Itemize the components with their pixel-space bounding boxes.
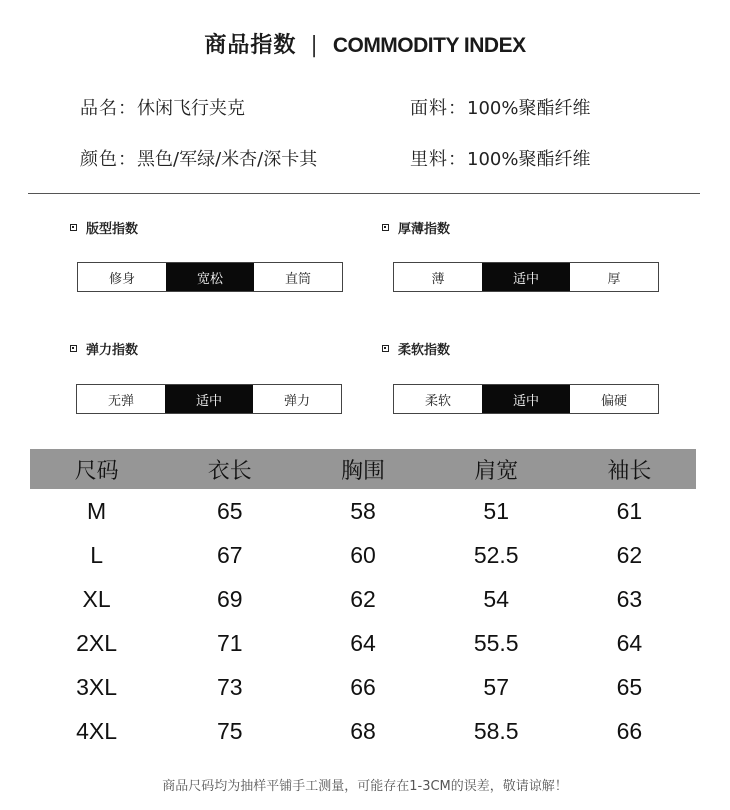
elasticity-option-medium: 适中 <box>165 385 253 413</box>
table-cell: 4XL <box>76 717 118 744</box>
thickness-index-title: 厚薄指数 <box>398 222 451 237</box>
fit-option-slim: 修身 <box>78 263 166 291</box>
table-cell: L <box>90 541 103 568</box>
table-cell: 66 <box>350 673 376 700</box>
table-cell: 69 <box>217 585 243 612</box>
table-cell: 62 <box>616 541 643 568</box>
table-cell: 65 <box>217 497 243 524</box>
square-bullet-icon <box>70 345 77 352</box>
table-cell: 58.5 <box>473 717 519 744</box>
size-table <box>30 449 696 753</box>
table-cell: 61 <box>616 497 643 524</box>
color-label: 颜色： <box>80 149 137 170</box>
table-cell: 67 <box>217 541 243 568</box>
elasticity-option-none: 无弹 <box>77 385 165 413</box>
header-chest: 胸围 <box>341 458 386 484</box>
table-cell: 54 <box>483 585 509 612</box>
table-row <box>30 665 696 709</box>
fabric-label: 面料： <box>410 98 467 119</box>
fit-index-title: 版型指数 <box>86 222 139 237</box>
square-bullet-icon <box>382 345 389 352</box>
elasticity-index-scale <box>76 384 342 414</box>
table-cell: 63 <box>616 585 643 612</box>
table-row <box>30 489 696 533</box>
color-value: 黑色/军绿/米杏/深卡其 <box>137 149 318 170</box>
title-separator: | <box>310 33 319 58</box>
table-row <box>30 577 696 621</box>
table-cell: 64 <box>616 629 643 656</box>
table-cell: 71 <box>217 629 243 656</box>
softness-option-hard: 偏硬 <box>570 385 658 413</box>
table-row <box>30 709 696 753</box>
fit-index-scale <box>77 262 343 292</box>
table-cell: 66 <box>616 717 643 744</box>
table-cell: 52.5 <box>473 541 519 568</box>
color-row <box>80 145 317 171</box>
square-bullet-icon <box>70 224 77 231</box>
elasticity-index-heading <box>70 339 138 358</box>
thickness-option-medium: 适中 <box>482 263 570 291</box>
product-name-row <box>80 94 245 120</box>
table-cell: 55.5 <box>473 629 519 656</box>
fit-index-heading <box>70 218 138 237</box>
softness-option-soft: 柔软 <box>394 385 482 413</box>
product-name-label: 品名： <box>80 98 137 119</box>
softness-index-heading <box>382 339 450 358</box>
table-cell: M <box>87 497 107 524</box>
elasticity-option-stretch: 弹力 <box>253 385 341 413</box>
table-cell: 75 <box>217 717 243 744</box>
size-table-header <box>30 449 696 489</box>
thickness-index-scale <box>393 262 659 292</box>
thickness-option-thick: 厚 <box>570 263 658 291</box>
fit-option-straight: 直筒 <box>254 263 342 291</box>
page-title <box>0 28 730 59</box>
header-length: 衣长 <box>207 458 252 484</box>
fabric-value: 100%聚酯纤维 <box>467 98 591 119</box>
section-divider <box>28 193 700 194</box>
product-name-value: 休闲飞行夹克 <box>137 98 245 119</box>
table-cell: 57 <box>483 673 509 700</box>
table-cell: 51 <box>483 497 509 524</box>
table-cell: 58 <box>350 497 376 524</box>
fit-option-loose: 宽松 <box>166 263 254 291</box>
thickness-index-heading <box>382 218 450 237</box>
table-cell: 65 <box>616 673 643 700</box>
softness-index-title: 柔软指数 <box>398 343 451 358</box>
table-cell: 2XL <box>76 629 118 656</box>
softness-option-medium: 适中 <box>482 385 570 413</box>
table-cell: 60 <box>350 541 376 568</box>
lining-value: 100%聚酯纤维 <box>467 149 591 170</box>
table-row <box>30 621 696 665</box>
title-cn: 商品指数 <box>204 33 297 58</box>
table-cell: 68 <box>350 717 376 744</box>
lining-row <box>410 145 590 171</box>
elasticity-index-title: 弹力指数 <box>86 343 139 358</box>
table-row <box>30 533 696 577</box>
measurement-note: 商品尺码均为抽样平铺手工测量，可能存在1-3CM的误差，敬请谅解！ <box>162 779 568 794</box>
table-cell: 73 <box>217 673 243 700</box>
square-bullet-icon <box>382 224 389 231</box>
header-shoulder: 肩宽 <box>474 458 519 484</box>
header-size: 尺码 <box>74 458 119 484</box>
lining-label: 里料： <box>410 149 467 170</box>
title-en: COMMODITY INDEX <box>332 34 526 57</box>
header-sleeve: 袖长 <box>607 458 652 484</box>
table-cell: 3XL <box>76 673 118 700</box>
table-cell: XL <box>82 585 111 612</box>
thickness-option-thin: 薄 <box>394 263 482 291</box>
table-cell: 64 <box>350 629 376 656</box>
table-cell: 62 <box>350 585 376 612</box>
fabric-row <box>410 94 590 120</box>
softness-index-scale <box>393 384 659 414</box>
